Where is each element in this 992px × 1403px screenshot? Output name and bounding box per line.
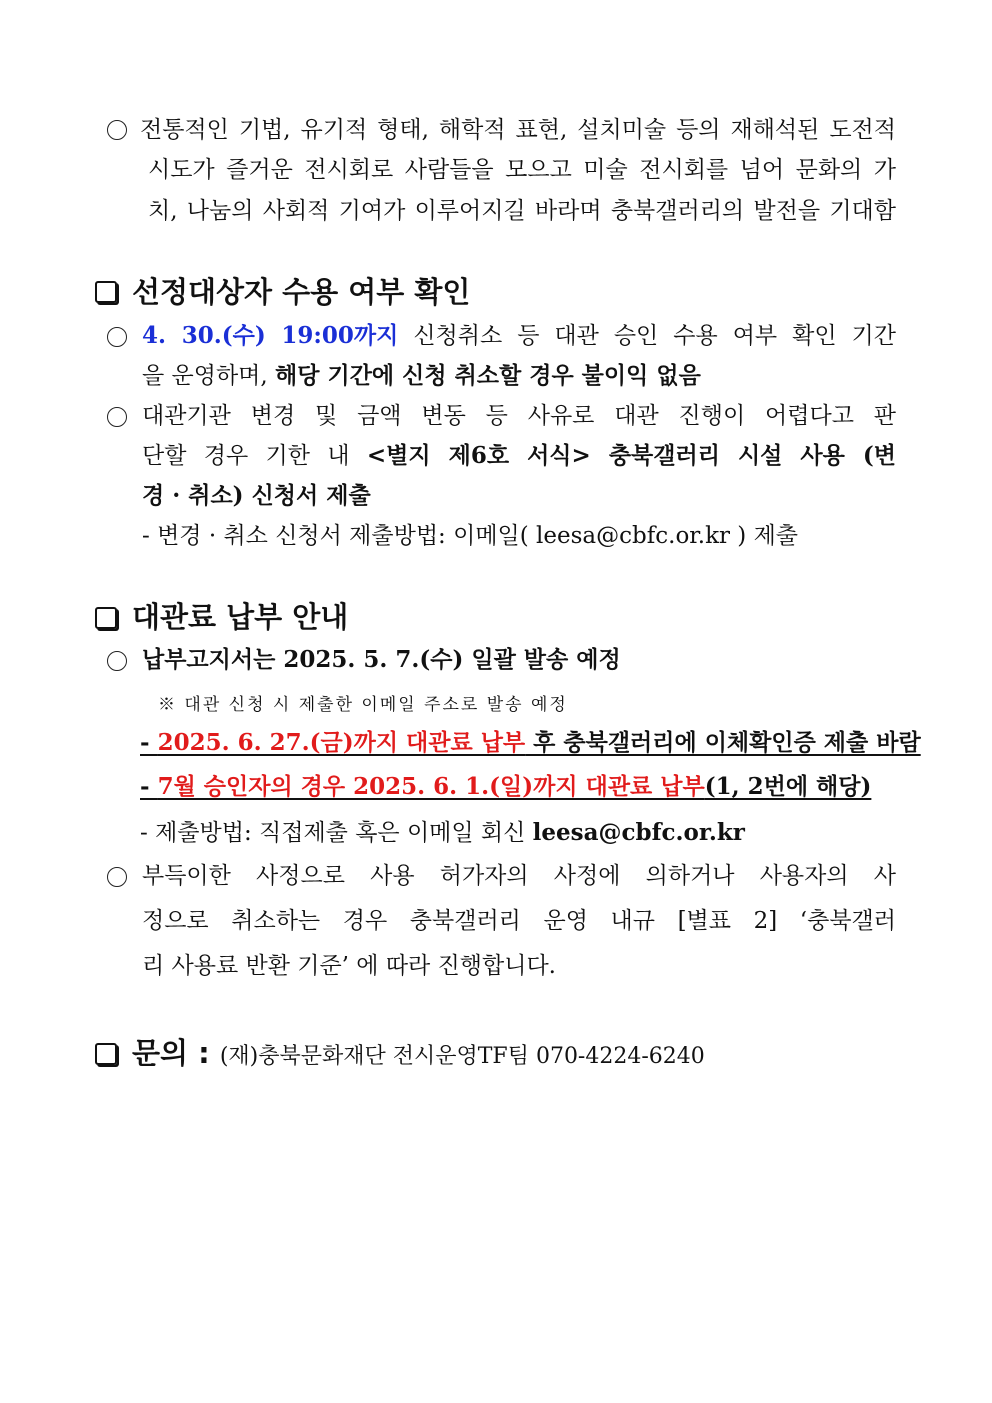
bullet-circle-icon: [107, 120, 127, 140]
checkbox-icon: [95, 1043, 117, 1065]
checkbox-icon: [95, 281, 117, 303]
bullet-circle-icon: [107, 867, 127, 887]
contact-email: leesa@cbfc.or.kr: [532, 819, 745, 846]
section-title-payment: 대관료 납부 안내: [132, 600, 349, 634]
payment-submission-method: - 제출방법: 직접제출 혹은 이메일 회신 leesa@cbfc.or.kr: [140, 819, 745, 846]
payment-note: ※ 대관 신청 시 제출한 이메일 주소로 발송 예정: [158, 695, 568, 715]
section-title-acceptance: 선정대상자 수용 여부 확인: [132, 275, 471, 309]
acceptance-item-1-line-1: 4. 30.(수) 19:00까지 신청취소 등 대관 승인 수용 여부 확인 기간: [142, 322, 896, 349]
intro-line-2: 시도가 즐거운 전시회로 사람들을 모으고 미술 전시회를 넘어 문화의 가: [148, 157, 896, 183]
payment-item-2-line-1: 부득이한 사정으로 사용 허가자의 사정에 의하거나 사용자의 사: [142, 863, 896, 889]
intro-line-3: 치, 나눔의 사회적 기여가 이루어지길 바라며 충북갤러리의 발전을 기대함: [148, 198, 896, 224]
inquiry-contact: (재)충북문화재단 전시운영TF팀 070-4224-6240: [219, 1044, 705, 1069]
section-title-inquiry: 문의 : (재)충북문화재단 전시운영TF팀 070-4224-6240: [132, 1036, 705, 1070]
payment-deadline-1: - 2025. 6. 27.(금)까지 대관료 납부 후 충북갤러리에 이체확인증 제출 바람: [140, 729, 921, 756]
bullet-circle-icon: [107, 327, 127, 347]
payment-item-1: 납부고지서는 2025. 5. 7.(수) 일괄 발송 예정: [142, 646, 621, 673]
payment-item-2-line-3: 리 사용료 반환 기준’ 에 따라 진행합니다.: [142, 953, 556, 979]
payment-item-2-line-2: 정으로 취소하는 경우 충북갤러리 운영 내규 [별표 2] ‘충북갤러: [142, 908, 896, 934]
intro-line-1: 전통적인 기법, 유기적 형태, 해학적 표현, 설치미술 등의 재해석된 도전적: [140, 117, 896, 143]
acceptance-item-1-line-2: 을 운영하며, 해당 기간에 신청 취소할 경우 불이익 없음: [142, 362, 701, 389]
acceptance-deadline: 4. 30.(수) 19:00까지: [142, 322, 399, 349]
acceptance-item-2-line-3: 경 · 취소) 신청서 제출: [142, 482, 371, 509]
acceptance-item-2-line-2: 단할 경우 기한 내 <별지 제6호 서식> 충북갤러리 시설 사용 (변: [142, 442, 896, 469]
checkbox-icon: [95, 607, 117, 629]
acceptance-item-2-line-1: 대관기관 변경 및 금액 변동 등 사유로 대관 진행이 어렵다고 판: [142, 403, 896, 429]
acceptance-item-2-sub: - 변경 · 취소 신청서 제출방법: 이메일( leesa@cbfc.or.kr ) 제출: [142, 523, 799, 549]
bullet-circle-icon: [107, 407, 127, 427]
payment-deadline-2: - 7월 승인자의 경우 2025. 6. 1.(일)까지 대관료 납부(1, 2번에 해당): [140, 773, 872, 800]
bullet-circle-icon: [107, 651, 127, 671]
